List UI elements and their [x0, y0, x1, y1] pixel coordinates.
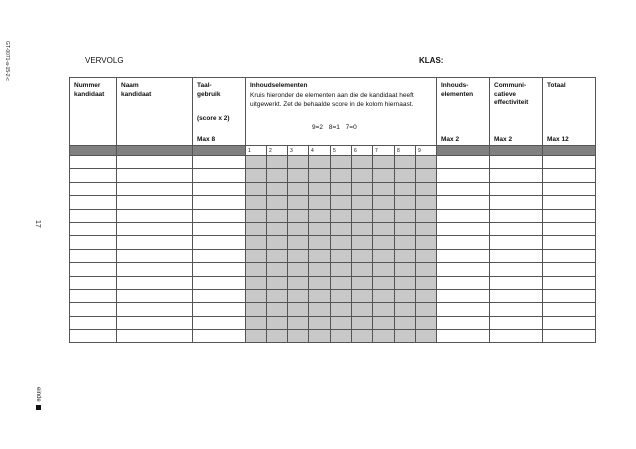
score-cell[interactable] [373, 316, 395, 329]
score-cell[interactable] [267, 182, 288, 195]
score-cell[interactable] [288, 196, 309, 209]
score-cell[interactable] [437, 156, 490, 169]
score-cell[interactable] [117, 289, 193, 302]
score-cell[interactable] [331, 316, 352, 329]
score-cell[interactable] [352, 249, 373, 262]
score-cell[interactable] [543, 156, 596, 169]
score-cell[interactable] [490, 222, 543, 235]
score-cell[interactable] [70, 182, 117, 195]
score-cell[interactable] [288, 303, 309, 316]
score-cell[interactable] [267, 196, 288, 209]
vervolg-label: VERVOLG [85, 56, 124, 65]
score-cell[interactable] [117, 263, 193, 276]
score-cell[interactable] [288, 289, 309, 302]
score-cell[interactable] [331, 303, 352, 316]
score-cell[interactable] [309, 276, 331, 289]
score-cell[interactable] [246, 156, 267, 169]
score-cell[interactable] [543, 236, 596, 249]
score-cell[interactable] [246, 249, 267, 262]
score-cell[interactable] [395, 316, 416, 329]
score-cell[interactable] [352, 276, 373, 289]
score-cell[interactable] [70, 330, 117, 343]
score-cell[interactable] [543, 182, 596, 195]
inhoud-score-key: 9=2 8=1 7=0 [312, 124, 357, 131]
candidate-rows [70, 156, 596, 343]
gray-cell [117, 146, 193, 156]
score-cell[interactable] [373, 263, 395, 276]
score-cell[interactable] [117, 209, 193, 222]
score-cell[interactable] [117, 196, 193, 209]
score-cell[interactable] [117, 330, 193, 343]
score-cell[interactable] [70, 222, 117, 235]
score-cell[interactable] [395, 263, 416, 276]
score-cell[interactable] [543, 330, 596, 343]
score-cell[interactable] [309, 156, 331, 169]
score-cell[interactable] [416, 236, 437, 249]
score-cell[interactable] [331, 330, 352, 343]
score-cell[interactable] [117, 236, 193, 249]
element-number: 1 [246, 146, 267, 156]
score-cell[interactable] [193, 316, 246, 329]
element-number: 7 [373, 146, 395, 156]
score-cell[interactable] [331, 196, 352, 209]
gray-cell [193, 146, 246, 156]
score-cell[interactable] [490, 249, 543, 262]
score-cell[interactable] [288, 236, 309, 249]
score-cell[interactable] [331, 156, 352, 169]
score-cell[interactable] [331, 236, 352, 249]
element-number: 4 [309, 146, 331, 156]
score-cell[interactable] [267, 169, 288, 182]
inhouds-line2: elementen [441, 90, 474, 98]
score-cell[interactable] [193, 182, 246, 195]
gray-cell [437, 146, 490, 156]
inhoud-instruction: Kruis hieronder de elementen aan die de kandidaat heeft uitgewerkt. Zet de behaalde score in de kolom hiernaast. [250, 92, 414, 108]
score-cell[interactable] [490, 196, 543, 209]
score-cell[interactable] [70, 289, 117, 302]
inhouds-line1: Inhouds- [441, 82, 469, 89]
score-cell[interactable] [373, 209, 395, 222]
score-cell[interactable] [395, 196, 416, 209]
element-number: 9 [416, 146, 437, 156]
score-cell[interactable] [490, 209, 543, 222]
score-cell[interactable] [543, 249, 596, 262]
score-cell[interactable] [331, 169, 352, 182]
table-row [70, 289, 596, 302]
table-row [70, 249, 596, 262]
score-cell[interactable] [267, 303, 288, 316]
score-cell[interactable] [437, 236, 490, 249]
comm-max: Max 2 [494, 136, 513, 143]
end-square-icon [36, 405, 41, 410]
header-row [70, 78, 596, 146]
taal-line2: gebruik [197, 90, 221, 98]
score-cell[interactable] [70, 276, 117, 289]
score-cell[interactable] [352, 289, 373, 302]
score-cell[interactable] [117, 169, 193, 182]
nummer-line1: Nummer [74, 82, 101, 89]
score-cell[interactable] [373, 249, 395, 262]
score-cell[interactable] [543, 222, 596, 235]
element-number: 6 [352, 146, 373, 156]
score-cell[interactable] [416, 222, 437, 235]
score-cell[interactable] [490, 236, 543, 249]
score-cell[interactable] [352, 182, 373, 195]
score-cell[interactable] [70, 196, 117, 209]
comm-line1: Communi- [494, 82, 527, 89]
table-row [70, 196, 596, 209]
score-cell[interactable] [267, 249, 288, 262]
score-cell[interactable] [437, 316, 490, 329]
score-cell[interactable] [395, 303, 416, 316]
score-cell[interactable] [70, 209, 117, 222]
inhouds-max: Max 2 [441, 136, 460, 143]
score-cell[interactable] [117, 156, 193, 169]
score-cell[interactable] [416, 263, 437, 276]
score-cell[interactable] [543, 263, 596, 276]
score-cell[interactable] [288, 316, 309, 329]
score-cell[interactable] [309, 303, 331, 316]
score-cell[interactable] [416, 276, 437, 289]
score-cell[interactable] [373, 196, 395, 209]
table-row [70, 236, 596, 249]
score-cell[interactable] [309, 196, 331, 209]
score-cell[interactable] [288, 222, 309, 235]
score-cell[interactable] [309, 263, 331, 276]
score-cell[interactable] [246, 209, 267, 222]
score-cell[interactable] [416, 289, 437, 302]
table-row [70, 330, 596, 343]
score-cell[interactable] [490, 330, 543, 343]
comm-header [490, 78, 543, 146]
score-cell[interactable] [416, 196, 437, 209]
score-cell[interactable] [416, 316, 437, 329]
score-cell[interactable] [246, 222, 267, 235]
score-cell[interactable] [437, 169, 490, 182]
score-cell[interactable] [331, 289, 352, 302]
score-cell[interactable] [70, 236, 117, 249]
score-cell[interactable] [309, 169, 331, 182]
score-cell[interactable] [352, 263, 373, 276]
score-cell[interactable] [70, 303, 117, 316]
score-cell[interactable] [437, 222, 490, 235]
score-cell[interactable] [117, 249, 193, 262]
score-cell[interactable] [309, 236, 331, 249]
document-code: GT-0071-a-15-2-c [4, 41, 10, 81]
element-number: 5 [331, 146, 352, 156]
score-cell[interactable] [288, 182, 309, 195]
score-cell[interactable] [543, 209, 596, 222]
score-cell[interactable] [267, 330, 288, 343]
score-cell[interactable] [490, 316, 543, 329]
score-cell[interactable] [309, 330, 331, 343]
score-cell[interactable] [246, 276, 267, 289]
score-cell[interactable] [193, 289, 246, 302]
comm-line2: catieve [494, 90, 517, 98]
score-cell[interactable] [331, 276, 352, 289]
table-row [70, 276, 596, 289]
score-cell[interactable] [193, 276, 246, 289]
nummer-header [70, 78, 117, 146]
score-cell[interactable] [490, 182, 543, 195]
score-cell[interactable] [437, 209, 490, 222]
score-cell[interactable] [309, 289, 331, 302]
score-cell[interactable] [288, 249, 309, 262]
table-row [70, 303, 596, 316]
table-row [70, 209, 596, 222]
inhouds-header [437, 78, 490, 146]
score-cell[interactable] [395, 249, 416, 262]
score-table [69, 77, 596, 343]
score-cell[interactable] [117, 182, 193, 195]
score-cell[interactable] [193, 169, 246, 182]
score-cell[interactable] [70, 249, 117, 262]
taal-header [193, 78, 246, 146]
score-cell[interactable] [373, 289, 395, 302]
score-cell[interactable] [246, 169, 267, 182]
score-cell[interactable] [395, 276, 416, 289]
score-cell[interactable] [395, 289, 416, 302]
score-cell[interactable] [490, 156, 543, 169]
score-cell[interactable] [246, 196, 267, 209]
end-label: einde [34, 387, 41, 402]
score-cell[interactable] [267, 263, 288, 276]
score-cell[interactable] [288, 156, 309, 169]
score-cell[interactable] [437, 289, 490, 302]
score-cell[interactable] [543, 169, 596, 182]
score-cell[interactable] [437, 303, 490, 316]
klas-label: KLAS: [419, 56, 444, 65]
score-cell[interactable] [437, 276, 490, 289]
totaal-header [543, 78, 596, 146]
score-cell[interactable] [117, 303, 193, 316]
score-cell[interactable] [267, 156, 288, 169]
score-cell[interactable] [373, 156, 395, 169]
inhoud-header [246, 78, 437, 146]
table-row [70, 156, 596, 169]
score-cell[interactable] [352, 236, 373, 249]
table-row [70, 169, 596, 182]
element-number: 2 [267, 146, 288, 156]
score-cell[interactable] [246, 182, 267, 195]
score-cell[interactable] [352, 303, 373, 316]
score-cell[interactable] [416, 169, 437, 182]
score-cell[interactable] [416, 303, 437, 316]
score-cell[interactable] [309, 249, 331, 262]
score-cell[interactable] [267, 236, 288, 249]
table-row [70, 182, 596, 195]
score-cell[interactable] [543, 196, 596, 209]
page-number: 17 [34, 220, 41, 228]
score-cell[interactable] [267, 222, 288, 235]
score-cell[interactable] [246, 263, 267, 276]
score-cell[interactable] [267, 209, 288, 222]
score-cell[interactable] [490, 289, 543, 302]
score-cell[interactable] [437, 249, 490, 262]
score-cell[interactable] [267, 316, 288, 329]
score-cell[interactable] [117, 316, 193, 329]
score-cell[interactable] [437, 330, 490, 343]
score-cell[interactable] [395, 209, 416, 222]
score-cell[interactable] [352, 156, 373, 169]
score-cell[interactable] [267, 276, 288, 289]
gray-cell [543, 146, 596, 156]
number-row [70, 146, 596, 156]
naam-line1: Naam [121, 82, 139, 89]
score-cell[interactable] [193, 222, 246, 235]
score-cell[interactable] [288, 169, 309, 182]
score-cell[interactable] [117, 276, 193, 289]
score-cell[interactable] [193, 249, 246, 262]
score-cell[interactable] [70, 169, 117, 182]
score-cell[interactable] [373, 236, 395, 249]
inhoud-title: Inhoudselementen [250, 82, 308, 89]
score-cell[interactable] [352, 330, 373, 343]
score-cell[interactable] [352, 196, 373, 209]
score-cell[interactable] [288, 263, 309, 276]
totaal-max: Max 12 [547, 136, 569, 143]
score-cell[interactable] [246, 330, 267, 343]
score-cell[interactable] [352, 316, 373, 329]
score-cell[interactable] [193, 196, 246, 209]
score-cell[interactable] [416, 182, 437, 195]
score-cell[interactable] [490, 169, 543, 182]
totaal-line1: Totaal [547, 82, 566, 89]
score-cell[interactable] [331, 222, 352, 235]
score-cell[interactable] [331, 209, 352, 222]
score-cell[interactable] [373, 303, 395, 316]
score-cell[interactable] [246, 236, 267, 249]
score-cell[interactable] [309, 316, 331, 329]
score-cell[interactable] [416, 156, 437, 169]
score-cell[interactable] [288, 209, 309, 222]
score-cell[interactable] [288, 276, 309, 289]
score-cell[interactable] [416, 249, 437, 262]
element-number: 8 [395, 146, 416, 156]
score-cell[interactable] [373, 330, 395, 343]
score-cell[interactable] [395, 236, 416, 249]
naam-header [117, 78, 193, 146]
score-cell[interactable] [267, 289, 288, 302]
score-cell[interactable] [193, 303, 246, 316]
score-cell[interactable] [373, 182, 395, 195]
score-cell[interactable] [352, 169, 373, 182]
score-cell[interactable] [246, 289, 267, 302]
score-cell[interactable] [352, 222, 373, 235]
score-cell[interactable] [543, 303, 596, 316]
score-cell[interactable] [309, 209, 331, 222]
score-cell[interactable] [352, 209, 373, 222]
score-cell[interactable] [373, 222, 395, 235]
score-cell[interactable] [395, 156, 416, 169]
score-cell[interactable] [437, 196, 490, 209]
score-cell[interactable] [437, 182, 490, 195]
nummer-line2: kandidaat [74, 90, 105, 98]
score-cell[interactable] [543, 316, 596, 329]
score-cell[interactable] [70, 156, 117, 169]
score-cell[interactable] [193, 209, 246, 222]
score-cell[interactable] [193, 330, 246, 343]
score-cell[interactable] [395, 222, 416, 235]
element-number: 3 [288, 146, 309, 156]
table-row [70, 263, 596, 276]
score-cell[interactable] [309, 222, 331, 235]
score-cell[interactable] [490, 303, 543, 316]
score-cell[interactable] [331, 263, 352, 276]
score-cell[interactable] [309, 182, 331, 195]
score-cell[interactable] [288, 330, 309, 343]
score-cell[interactable] [416, 209, 437, 222]
score-cell[interactable] [193, 236, 246, 249]
score-cell[interactable] [70, 316, 117, 329]
score-cell[interactable] [331, 182, 352, 195]
score-cell[interactable] [193, 263, 246, 276]
score-cell[interactable] [373, 169, 395, 182]
score-cell[interactable] [543, 289, 596, 302]
comm-line3: effectiviteit [494, 99, 529, 106]
score-cell[interactable] [246, 316, 267, 329]
score-cell[interactable] [395, 182, 416, 195]
score-cell[interactable] [373, 276, 395, 289]
score-cell[interactable] [490, 263, 543, 276]
score-cell[interactable] [246, 303, 267, 316]
taal-sub: (score x 2) [197, 115, 230, 122]
gray-cell [490, 146, 543, 156]
taal-max: Max 8 [197, 136, 216, 143]
gray-cell [70, 146, 117, 156]
score-cell[interactable] [193, 156, 246, 169]
score-cell[interactable] [416, 330, 437, 343]
score-cell[interactable] [395, 330, 416, 343]
score-cell[interactable] [70, 263, 117, 276]
table-row [70, 316, 596, 329]
end-marker [35, 387, 41, 410]
score-cell[interactable] [395, 169, 416, 182]
score-cell[interactable] [437, 263, 490, 276]
score-cell[interactable] [331, 249, 352, 262]
naam-line2: kandidaat [121, 90, 152, 98]
taal-line1: Taal- [197, 82, 212, 89]
score-cell[interactable] [543, 276, 596, 289]
table-row [70, 222, 596, 235]
score-cell[interactable] [117, 222, 193, 235]
score-cell[interactable] [490, 276, 543, 289]
